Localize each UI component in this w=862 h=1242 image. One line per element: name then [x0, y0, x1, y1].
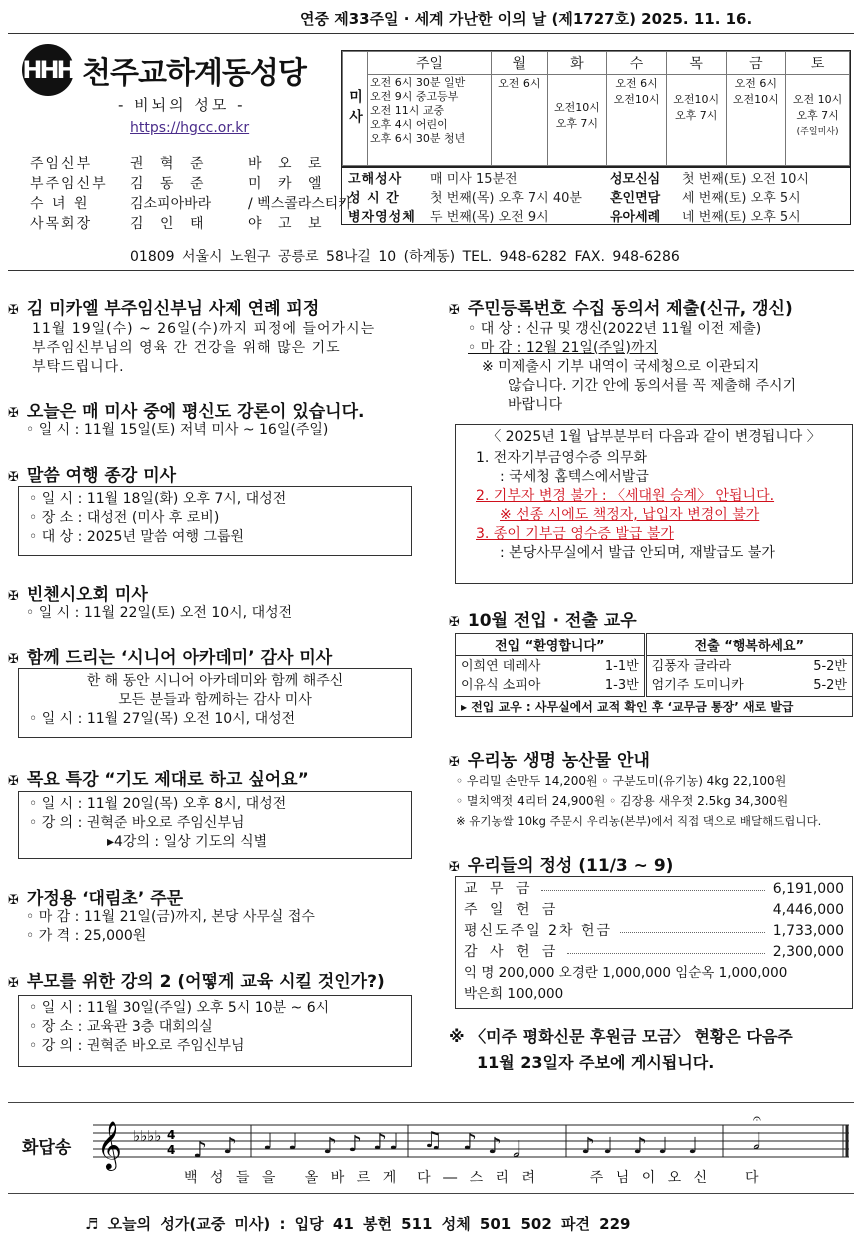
- friday-times: [726, 75, 786, 166]
- body-line-warning: ※ 선종 시에도 책정자, 납입자 변경이 불가: [500, 507, 760, 523]
- staff-role: 부주임신부: [30, 176, 108, 192]
- time-entry: 오전 11시 교중: [370, 104, 445, 117]
- day-header: 월: [492, 52, 548, 75]
- body-line: ◦ 일 시 : 11월 20일(목) 오후 8시, 대성전: [29, 796, 287, 812]
- time-entry: 오후 7시: [796, 109, 839, 122]
- sacrament-value: 매 미사 15분전: [430, 172, 518, 187]
- svg-text:♪: ♪: [633, 1134, 648, 1159]
- sacrament-row: [342, 206, 850, 225]
- time-entry: 오전 6시: [615, 77, 658, 90]
- transfer-in-header: 전입 “환영합니다”: [456, 634, 646, 656]
- member-group: 1-3반: [604, 678, 639, 693]
- svg-text:♪: ♪: [223, 1134, 238, 1159]
- saturday-times: [786, 75, 850, 166]
- staff-row: [30, 154, 352, 174]
- section-title-text: 말씀 여행 종강 미사: [26, 466, 177, 486]
- box-heading: 〈 2025년 1월 납부분부터 다음과 같이 변경됩니다 〉: [487, 429, 821, 445]
- sunday-times: [368, 75, 492, 166]
- info-box: [18, 486, 412, 556]
- section-title: [449, 294, 793, 319]
- day-header: 토: [786, 52, 850, 75]
- section-title-text: 우리농 생명 농산물 안내: [467, 751, 650, 771]
- cross-icon: ✠: [8, 470, 19, 485]
- body-line: 바랍니다: [508, 397, 563, 413]
- offering-row: [464, 879, 844, 900]
- church-logo-mark-icon: HHH: [22, 44, 74, 96]
- svg-text:♩: ♩: [658, 1134, 669, 1159]
- transfer-table: [455, 633, 853, 717]
- body-line: 모든 분들과 함께하는 감사 미사: [118, 692, 312, 708]
- mass-schedule-table: [341, 50, 851, 167]
- svg-text:♫: ♫: [423, 1128, 443, 1153]
- time-entry: 오전10시: [673, 93, 720, 106]
- time-entry: 오후 7시: [555, 117, 599, 130]
- time-entry: 오전 6시 30분 일반: [370, 76, 466, 89]
- offering-row: [464, 921, 844, 942]
- sacrament-value: 두 번째(목) 오전 9시: [430, 210, 549, 225]
- offering-value: 6,191,000: [772, 881, 844, 897]
- svg-text:𝅗𝅥: 𝅗𝅥: [753, 1130, 760, 1155]
- slogan: - 비뇌의 성모 -: [118, 96, 246, 114]
- member-name: 이희연 데레사: [461, 659, 541, 674]
- offering-value: 4,446,000: [772, 902, 844, 918]
- time-signature: 4: [167, 1128, 176, 1142]
- time-entry: 오전10시: [732, 93, 779, 106]
- staff-baptismal: 바 오 로: [248, 156, 328, 172]
- sacrament-key: 고해성사: [348, 172, 403, 187]
- cross-icon: ✠: [449, 615, 460, 630]
- flat-signs-icon: ♭♭♭♭: [133, 1127, 162, 1145]
- transfer-in-groups: [582, 656, 646, 697]
- svg-text:♩: ♩: [389, 1130, 400, 1155]
- body-line: ◦ 일 시 : 11월 30일(주일) 오후 5시 10분 ~ 6시: [29, 1000, 330, 1016]
- body-line: : 국세청 홈텍스에서발급: [500, 469, 649, 485]
- svg-text:♩: ♩: [263, 1130, 274, 1155]
- staff-list: [30, 154, 352, 234]
- staff-role: 주임신부: [30, 156, 93, 172]
- staff-baptismal: / 벡스콜라스티카: [248, 196, 352, 212]
- staff-row: [30, 174, 352, 194]
- body-line: ◦ 강 의 : 권혁준 바오로 주임신부님: [29, 815, 245, 831]
- website-link[interactable]: https://hgcc.or.kr: [130, 120, 250, 136]
- offering-key: 주 일 헌 금: [464, 902, 560, 918]
- section-title-text: 10월 전입 · 전출 교우: [467, 611, 637, 631]
- divider: [8, 270, 854, 271]
- change-notice-box: [455, 424, 853, 584]
- section-title-text: 목요 특강 “기도 제대로 하고 싶어요”: [26, 770, 309, 790]
- body-line: 않습니다. 기간 안에 동의서를 꼭 제출해 주시기: [508, 378, 797, 394]
- produce-line: ◦ 우리밀 손만두 14,200원 ◦ 구분도미(유기농) 4kg 22,100원: [456, 774, 787, 788]
- time-entry: 오후 4시 어린이: [370, 118, 448, 131]
- offering-value: 1,733,000: [772, 923, 844, 939]
- svg-text:♪: ♪: [323, 1134, 338, 1159]
- time-entry: 오전 6시: [734, 77, 778, 90]
- day-header: 화: [547, 52, 607, 75]
- tuesday-times: [547, 75, 607, 166]
- transfer-note: ▸ 전입 교우 : 사무실에서 교적 확인 후 ‘교무금 통장’ 새로 발급: [456, 697, 853, 717]
- church-logo[interactable]: [22, 44, 306, 96]
- section-title: [8, 461, 176, 486]
- cross-icon: ✠: [8, 652, 19, 667]
- section-title-text: 김 미카엘 부주임신부님 사제 연례 피정: [26, 299, 320, 319]
- body-line-warning: 2. 기부자 변경 불가 : 〈세대원 승계〉 안됩니다.: [476, 488, 775, 504]
- time-entry: 오전10시: [553, 101, 600, 114]
- staff-name: 김소피아바라: [130, 196, 212, 212]
- info-box: [18, 791, 412, 859]
- body-line: ◦ 일 시 : 11월 15일(토) 저녁 미사 ~ 16일(주일): [26, 422, 329, 438]
- section-title: [8, 580, 148, 605]
- member-group: 1-1반: [604, 659, 639, 674]
- psalm-lyrics: 백 성 들 을 올 바 르 게 다 ― 스 리 려 주 님 이 오 신 다: [184, 1170, 763, 1186]
- notice-line: ※ 〈미주 평화신문 후원금 모금〉 현황은 다음주: [449, 1027, 793, 1046]
- sacrament-value: 첫 번째(토) 오전 10시: [682, 172, 809, 187]
- section-body: [468, 320, 796, 415]
- time-entry: 오전 10시: [792, 93, 843, 106]
- issue-line: 연중 제33주일 · 세계 가난한 이의 날 (제1727호) 2025. 11. 16.: [300, 10, 753, 28]
- staff-role: 사목회장: [30, 216, 93, 232]
- produce-line: ◦ 멸치액젓 4리터 24,900원 ◦ 김장용 새우젓 2.5kg 34,300원: [456, 794, 789, 808]
- svg-text:♪: ♪: [348, 1132, 363, 1157]
- time-entry: 오전 9시 중고등부: [370, 90, 459, 103]
- cross-icon: ✠: [8, 589, 19, 604]
- section-title-text: 함께 드리는 ‘시니어 아카데미’ 감사 미사: [26, 648, 333, 668]
- staff-name: 권 혁 준: [130, 156, 210, 172]
- cross-icon: ✠: [8, 406, 19, 421]
- transfer-out-header: 전출 “행복하세요”: [645, 634, 852, 656]
- body-line: ◦ 장 소 : 대성전 (미사 후 로비): [29, 510, 220, 526]
- offering-key: 감 사 헌 금: [464, 944, 560, 960]
- svg-text:♪: ♪: [581, 1134, 596, 1159]
- time-entry: 오후 7시: [675, 109, 718, 122]
- cross-icon: ✠: [449, 303, 460, 318]
- church-name: 천주교하계동성당: [82, 56, 306, 91]
- offering-row: [464, 942, 844, 963]
- section-title: [449, 851, 673, 876]
- section-title-text: 오늘은 매 미사 중에 평신도 강론이 있습니다.: [26, 402, 365, 422]
- staff-name: 김 동 준: [130, 176, 210, 192]
- svg-text:♪: ♪: [373, 1130, 388, 1155]
- body-line-warning: 3. 종이 기부금 영수증 발급 불가: [476, 526, 674, 542]
- responsorial-psalm-score: [8, 1102, 854, 1194]
- body-line: ◦ 장 소 : 교육관 3층 대회의실: [29, 1019, 213, 1035]
- monday-times: [492, 75, 548, 166]
- staff-row: [30, 194, 352, 214]
- section-title: [8, 884, 183, 909]
- thursday-times: [666, 75, 726, 166]
- cross-icon: ✠: [449, 860, 460, 875]
- section-title: [8, 765, 309, 790]
- svg-text:𝄐: 𝄐: [753, 1111, 761, 1127]
- staff-name: 김 인 태: [130, 216, 210, 232]
- section-title: [8, 643, 332, 668]
- body-line: ▸4강의 : 일상 기도의 식별: [107, 834, 268, 850]
- staff-baptismal: 미 카 엘: [248, 176, 328, 192]
- cross-icon: ✠: [8, 976, 19, 991]
- offering-key: 교 무 금: [464, 881, 534, 897]
- member-name: 엄기주 도미니카: [651, 678, 744, 693]
- music-staff: [93, 1111, 853, 1175]
- body-line: 부주임신부님의 영육 간 건강을 위해 많은 기도: [32, 340, 341, 356]
- member-name: 김풍자 글라라: [651, 659, 732, 674]
- notice-peace-paper: [449, 1024, 793, 1076]
- cross-icon: ✠: [449, 755, 460, 770]
- offering-donors: 박은희 100,000: [464, 986, 564, 1002]
- day-header: 목: [666, 52, 726, 75]
- transfer-in-names: [456, 656, 582, 697]
- sacrament-key: 성모신심: [610, 172, 661, 187]
- sacrament-value: 세 번째(토) 오후 5시: [682, 191, 801, 206]
- svg-text:♪: ♪: [193, 1138, 208, 1163]
- body-line: ◦ 마 감 : 11월 21일(금)까지, 본당 사무실 접수: [26, 909, 315, 925]
- produce-list: [456, 771, 821, 831]
- section-title: [8, 967, 385, 992]
- time-entry: 오전 6시: [498, 77, 541, 90]
- body-line: ◦ 가 격 : 25,000원: [26, 928, 147, 944]
- body-line: ◦ 대 상 : 신규 및 갱신(2022년 11월 이전 제출): [468, 321, 762, 337]
- section-title: [8, 294, 319, 319]
- cross-icon: ✠: [8, 774, 19, 789]
- section-title-text: 주민등록번호 수집 동의서 제출(신규, 갱신): [467, 299, 793, 319]
- offering-donors: 익 명 200,000 오경란 1,000,000 임순옥 1,000,000: [464, 965, 788, 981]
- member-group: 5-2반: [813, 678, 847, 693]
- sacrament-row: [342, 187, 850, 206]
- section-title-text: 부모를 위한 강의 2 (어떻게 교육 시킬 것인가?): [26, 972, 385, 992]
- member-name: 이유식 소피아: [461, 678, 541, 693]
- svg-text:♪: ♪: [463, 1130, 478, 1155]
- day-header: 주일: [368, 52, 492, 75]
- staff-baptismal: 야 고 보: [248, 216, 328, 232]
- svg-text:♪: ♪: [488, 1134, 503, 1159]
- info-box: [18, 995, 412, 1067]
- cross-icon: ✠: [8, 303, 19, 318]
- svg-text:4: 4: [167, 1143, 176, 1157]
- offering-key: 평신도주일 2차 헌금: [464, 923, 612, 939]
- address-line: 01809 서울시 노원구 공릉로 58나길 10 (하계동) TEL. 948-6282 FAX. 948-6286: [130, 249, 680, 265]
- body-line: 1. 전자기부금영수증 의무화: [476, 450, 648, 466]
- sacrament-key: 유아세례: [610, 210, 661, 225]
- svg-text:♩: ♩: [688, 1134, 699, 1159]
- body-line: ◦ 일 시 : 11월 22일(토) 오전 10시, 대성전: [26, 605, 293, 621]
- body-line: 부탁드립니다.: [32, 359, 125, 375]
- day-header: 수: [607, 52, 667, 75]
- section-title-text: 우리들의 정성 (11/3 ~ 9): [467, 856, 674, 876]
- offering-box: [455, 876, 853, 1009]
- notice-line: 11월 23일자 주보에 게시됩니다.: [477, 1053, 715, 1072]
- transfer-out-groups: [790, 656, 852, 697]
- section-title: [449, 606, 637, 631]
- psalm-label: 화답송: [22, 1138, 72, 1158]
- sacrament-info: [341, 167, 851, 225]
- produce-line: ※ 유기농쌀 10kg 주문시 우리농(본부)에서 직접 댁으로 배달해드립니다.: [456, 814, 822, 828]
- svg-text:♩: ♩: [603, 1134, 614, 1159]
- body-line: : 본당사무실에서 발급 안되며, 재발급도 불가: [500, 545, 775, 561]
- offering-row: [464, 900, 844, 921]
- divider: [8, 33, 854, 34]
- wednesday-times: [607, 75, 667, 166]
- cross-icon: ✠: [8, 893, 19, 908]
- section-title-text: 빈첸시오회 미사: [26, 585, 148, 605]
- time-entry: 오후 6시 30분 청년: [370, 132, 466, 145]
- sacrament-value: 네 번째(토) 오후 5시: [682, 210, 801, 225]
- svg-text:𝅗𝅥: 𝅗𝅥: [513, 1138, 520, 1163]
- time-entry: 오전10시: [613, 93, 660, 106]
- sacrament-row: [342, 168, 850, 187]
- section-title: [8, 397, 364, 422]
- time-entry: (주일미사): [796, 127, 839, 137]
- sacrament-key: 병자영성체: [348, 210, 416, 225]
- section-title-text: 가정용 ‘대림초’ 주문: [26, 889, 184, 909]
- section-body: [32, 320, 375, 377]
- sacrament-key: 성 시 간: [348, 191, 400, 206]
- sacrament-value: 첫 번째(목) 오후 7시 40분: [430, 191, 582, 206]
- body-line: ※ 미제출시 기부 내역이 국세청으로 이관되지: [482, 359, 760, 375]
- schedule-side-label: 미사: [343, 52, 368, 166]
- info-box: [18, 668, 412, 738]
- treble-clef-icon: 𝄞: [97, 1120, 122, 1169]
- section-body: [26, 908, 315, 946]
- sacrament-key: 혼인면담: [610, 191, 661, 206]
- body-line: ◦ 마 감 : 12월 21일(주일)까지: [468, 340, 658, 356]
- transfer-out-names: [645, 656, 790, 697]
- notes: [193, 1111, 761, 1163]
- member-group: 5-2반: [813, 659, 847, 674]
- hymn-numbers: ♬ 오늘의 성가(교중 미사) : 입당 41 봉헌 511 성체 501 502 파견 229: [85, 1215, 631, 1233]
- day-header: 금: [726, 52, 786, 75]
- body-line: 한 해 동안 시니어 아카데미와 함께 해주신: [86, 673, 344, 689]
- staff-role: 수 녀 원: [30, 196, 90, 212]
- svg-text:♩: ♩: [288, 1130, 299, 1155]
- offering-value: 2,300,000: [772, 944, 844, 960]
- body-line: 11월 19일(수) ~ 26일(수)까지 피정에 들어가시는: [32, 321, 376, 337]
- body-line: ◦ 일 시 : 11월 27일(목) 오전 10시, 대성전: [29, 711, 296, 727]
- body-line: ◦ 강 의 : 권혁준 바오로 주임신부님: [29, 1038, 245, 1054]
- staff-row: [30, 214, 352, 234]
- body-line: ◦ 대 상 : 2025년 말씀 여행 그룹원: [29, 529, 244, 545]
- body-line: ◦ 일 시 : 11월 18일(화) 오후 7시, 대성전: [29, 491, 287, 507]
- section-title: [449, 746, 650, 771]
